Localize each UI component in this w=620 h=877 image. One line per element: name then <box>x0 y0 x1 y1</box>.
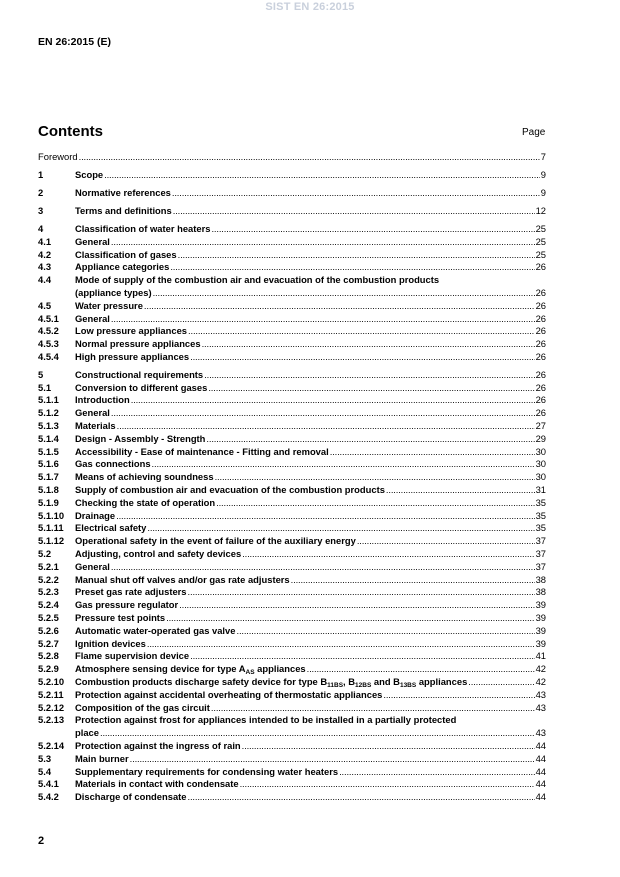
toc-entry-title: Means of achieving soundness <box>75 471 214 483</box>
toc-entry-number: 5.1.7 <box>38 471 59 483</box>
toc-dot-leader <box>116 510 534 523</box>
toc-dot-leader <box>172 187 540 200</box>
toc-entry-title: Pressure test points <box>75 612 166 624</box>
toc-entry-title: Protection against accidental overheating of thermostatic appliances <box>75 688 383 700</box>
toc-entry-page: 26 <box>535 299 546 311</box>
toc-dot-leader <box>104 169 540 182</box>
toc-entry-page: 37 <box>535 535 546 547</box>
page-column-label: Page <box>522 127 546 138</box>
toc-entry[interactable] <box>38 382 546 395</box>
toc-dot-leader <box>190 351 534 364</box>
toc-entry-page: 37 <box>535 560 546 572</box>
toc-entry-title: Gas connections <box>75 458 151 470</box>
toc-entry-page: 39 <box>535 637 546 649</box>
toc-entry-title: Automatic water-operated gas valve <box>75 624 236 636</box>
toc-entry-title: Main burner <box>75 752 129 764</box>
toc-dot-leader <box>131 394 535 407</box>
toc-dot-leader <box>166 612 534 625</box>
toc-entry-title: Materials <box>75 420 116 432</box>
toc-entry-page: 42 <box>535 676 546 688</box>
toc-entry-title: Flame supervision device <box>75 650 190 662</box>
toc-entry-number: 5.2.3 <box>38 586 59 598</box>
toc-entry[interactable] <box>38 261 546 274</box>
toc-entry[interactable] <box>38 313 546 326</box>
page-number: 2 <box>38 835 45 847</box>
toc-entry[interactable] <box>38 497 546 510</box>
toc-entry-title: Protection against the ingress of rain <box>75 740 241 751</box>
toc-entry-title: Conversion to different gases <box>75 381 208 393</box>
toc-entry-number: 5.4 <box>38 765 52 777</box>
toc-entry-page: 26 <box>535 394 546 406</box>
contents-title: Contents <box>38 123 103 140</box>
toc-entry[interactable] <box>38 535 546 548</box>
toc-entry-number: 2 <box>38 186 44 198</box>
toc-entry[interactable] <box>38 236 546 249</box>
toc-entry-page: 38 <box>535 586 546 598</box>
toc-dot-leader <box>153 287 535 300</box>
toc-entry-title: Supplementary requirements for condensing water heaters <box>75 765 339 777</box>
toc-entry[interactable] <box>38 702 546 715</box>
toc-dot-leader <box>188 586 535 599</box>
toc-entry-page: 41 <box>535 650 546 662</box>
toc-entry-number: 5.1.1 <box>38 394 59 406</box>
toc-entry[interactable] <box>38 778 546 791</box>
toc-entry-page: 9 <box>540 168 546 180</box>
toc-dot-leader <box>386 484 535 497</box>
toc-entry[interactable] <box>38 612 546 625</box>
toc-entry-title-continued: (appliance types) <box>75 286 152 298</box>
toc-entry[interactable] <box>38 223 546 236</box>
toc-entry-title: Normal pressure appliances <box>75 338 201 350</box>
toc-dot-leader <box>147 522 534 535</box>
toc-entry-number: 4 <box>38 222 44 234</box>
toc-dot-leader <box>100 727 535 740</box>
toc-dot-leader <box>111 236 535 249</box>
toc-entry-page: 43 <box>535 701 546 713</box>
toc-dot-leader <box>291 574 535 587</box>
toc-entry-page: 25 <box>535 222 546 234</box>
toc-entry-page: 30 <box>535 471 546 483</box>
toc-entry-number: 5.2.5 <box>38 612 59 624</box>
toc-entry-number: 5.2 <box>38 548 52 560</box>
toc-entry-number: 4.1 <box>38 235 52 247</box>
toc-entry-page: 39 <box>535 599 546 611</box>
toc-entry-page: 26 <box>535 368 546 380</box>
toc-entry-number: 5.1.12 <box>38 535 65 547</box>
toc-entry-number: 5.1.3 <box>38 420 59 432</box>
toc-dot-leader <box>204 369 534 382</box>
toc-entry[interactable] <box>38 676 546 689</box>
toc-entry[interactable] <box>38 766 546 779</box>
toc-entry-title: Classification of water heaters <box>75 222 211 234</box>
toc-entry-number: 5 <box>38 368 44 380</box>
toc-entry-page: 42 <box>535 663 546 675</box>
toc-entry-page: 26 <box>535 325 546 337</box>
table-of-contents <box>38 151 546 804</box>
toc-entry-page: 37 <box>535 548 546 560</box>
toc-entry-page: 26 <box>535 261 546 273</box>
toc-entry-title: General <box>75 407 110 419</box>
toc-entry-title: Gas pressure regulator <box>75 599 179 611</box>
toc-entry-title: Materials in contact with condensate <box>75 778 239 790</box>
toc-entry[interactable] <box>38 484 546 497</box>
toc-entry-page: 43 <box>535 727 546 739</box>
toc-entry-title: Foreword <box>38 151 78 162</box>
toc-entry-title: Supply of combustion air and evacuation of the combustion products <box>75 484 385 496</box>
toc-entry[interactable] <box>38 433 546 446</box>
toc-entry-title: Operational safety in the event of failure of the auxiliary energy <box>75 535 356 547</box>
toc-entry-title: Drainage <box>75 509 116 521</box>
toc-entry-page: 44 <box>535 740 546 751</box>
toc-dot-leader <box>330 446 535 459</box>
toc-entry-number: 4.5.4 <box>38 350 59 362</box>
toc-entry-title: Introduction <box>75 394 130 406</box>
toc-entry-title: Composition of the gas circuit <box>75 701 210 713</box>
toc-entry-number: 5.4.2 <box>38 791 59 803</box>
toc-entry[interactable] <box>38 369 546 382</box>
toc-entry-page: 35 <box>535 509 546 521</box>
toc-entry-number: 5.1.5 <box>38 445 59 457</box>
toc-entry[interactable] <box>38 249 546 262</box>
toc-entry-number: 4.5.1 <box>38 312 59 324</box>
toc-entry-title: Checking the state of operation <box>75 496 216 508</box>
toc-entry[interactable] <box>38 471 546 484</box>
toc-entry-title: Classification of gases <box>75 248 177 260</box>
toc-entry-title: Design - Assembly - Strength <box>75 432 206 444</box>
toc-entry-page: 35 <box>535 496 546 508</box>
toc-dot-leader <box>178 249 535 262</box>
toc-entry-page: 44 <box>535 791 546 803</box>
toc-entry-number: 5.2.6 <box>38 624 59 636</box>
toc-entry-title: Manual shut off valves and/or gas rate adjusters <box>75 573 290 585</box>
toc-entry[interactable] <box>38 407 546 420</box>
toc-entry-page: 38 <box>535 573 546 585</box>
toc-entry-title: Appliance categories <box>75 261 170 273</box>
toc-entry[interactable] <box>38 689 546 702</box>
toc-entry-number: 5.1.9 <box>38 496 59 508</box>
toc-entry-number: 5.2.9 <box>38 663 59 675</box>
toc-entry-page: 12 <box>535 204 546 216</box>
toc-entry-number: 4.3 <box>38 261 52 273</box>
toc-entry-page: 29 <box>535 432 546 444</box>
toc-entry[interactable] <box>38 274 546 287</box>
toc-entry-page: 26 <box>535 350 546 362</box>
toc-entry-title: Ignition devices <box>75 637 146 649</box>
toc-entry[interactable] <box>38 548 546 561</box>
toc-entry-page: 39 <box>535 624 546 636</box>
toc-entry-title: Preset gas rate adjusters <box>75 586 187 598</box>
toc-entry-title-continued: place <box>75 727 99 739</box>
toc-entry-page: 26 <box>535 381 546 393</box>
toc-entry-number: 5.2.7 <box>38 637 59 649</box>
toc-entry[interactable] <box>38 650 546 663</box>
toc-entry-number: 5.1.10 <box>38 509 65 521</box>
toc-entry[interactable] <box>38 740 546 753</box>
toc-dot-leader <box>111 561 535 574</box>
toc-entry-page: 43 <box>535 688 546 700</box>
toc-entry-number: 4.2 <box>38 248 52 260</box>
toc-dot-leader <box>208 382 534 395</box>
toc-entry-title: Protection against frost for appliances intended to be installed in a partially protected <box>75 714 457 726</box>
toc-entry-page: 26 <box>535 338 546 350</box>
toc-entry[interactable] <box>38 338 546 351</box>
toc-entry-number: 5.2.12 <box>38 701 65 713</box>
toc-entry[interactable] <box>38 714 546 727</box>
toc-entry[interactable] <box>38 599 546 612</box>
toc-entry-number: 5.1.8 <box>38 484 59 496</box>
toc-entry-number: 5.2.13 <box>38 714 65 726</box>
toc-entry[interactable] <box>38 638 546 651</box>
toc-entry-number: 1 <box>38 168 44 180</box>
toc-entry[interactable] <box>38 510 546 523</box>
toc-dot-leader <box>242 740 535 753</box>
toc-entry[interactable] <box>38 169 546 182</box>
toc-entry-number: 5.2.1 <box>38 560 59 572</box>
toc-entry-page: 26 <box>535 407 546 419</box>
toc-dot-leader <box>242 548 534 561</box>
toc-dot-leader <box>236 625 534 638</box>
toc-dot-leader <box>179 599 534 612</box>
toc-entry-page: 9 <box>540 186 546 198</box>
toc-entry[interactable] <box>38 394 546 407</box>
toc-entry-title: Normative references <box>75 186 171 198</box>
toc-entry-page: 31 <box>535 484 546 496</box>
toc-entry-title: Discharge of condensate <box>75 791 187 803</box>
toc-entry-title: Atmosphere sensing device for type $A_{AS}$ appliances <box>75 663 306 677</box>
toc-entry[interactable] <box>38 325 546 338</box>
toc-entry-number: 5.1.11 <box>38 522 64 534</box>
toc-dot-leader <box>111 407 535 420</box>
toc-entry-title: General <box>75 312 110 324</box>
toc-entry[interactable] <box>38 753 546 766</box>
toc-dot-leader <box>211 223 534 236</box>
toc-entry-page: 35 <box>535 522 546 534</box>
toc-entry[interactable] <box>38 205 546 218</box>
toc-entry-number: 5.2.4 <box>38 599 59 611</box>
toc-dot-leader <box>468 676 534 689</box>
watermark: SIST EN 26:2015 <box>265 1 355 13</box>
toc-entry-number: 5.2.10 <box>38 676 65 688</box>
toc-entry-number: 3 <box>38 204 44 216</box>
toc-entry-title: Adjusting, control and safety devices <box>75 548 242 560</box>
toc-dot-leader <box>144 300 535 313</box>
toc-entry-number: 5.1.6 <box>38 458 59 470</box>
toc-dot-leader <box>152 458 535 471</box>
toc-entry-page: 44 <box>535 778 546 790</box>
toc-entry-continuation[interactable] <box>38 727 546 740</box>
toc-dot-leader <box>111 313 535 326</box>
toc-entry-number: 5.2.11 <box>38 688 64 700</box>
toc-entry[interactable] <box>38 420 546 433</box>
toc-entry-page: 26 <box>535 286 546 298</box>
toc-entry-page: 30 <box>535 445 546 457</box>
toc-entry[interactable] <box>38 561 546 574</box>
toc-entry[interactable] <box>38 351 546 364</box>
toc-dot-leader <box>216 497 534 510</box>
toc-dot-leader <box>240 778 535 791</box>
toc-entry-number: 4.5.2 <box>38 325 59 337</box>
toc-entry-number: 5.1.2 <box>38 407 59 419</box>
toc-dot-leader <box>130 753 535 766</box>
toc-entry-title: Terms and definitions <box>75 204 172 216</box>
toc-entry-title: High pressure appliances <box>75 350 190 362</box>
toc-entry[interactable] <box>38 151 546 164</box>
toc-entry[interactable] <box>38 791 546 804</box>
toc-entry-title: Electrical safety <box>75 522 147 534</box>
toc-dot-leader <box>188 325 535 338</box>
toc-entry[interactable] <box>38 663 546 676</box>
toc-entry[interactable] <box>38 522 546 535</box>
toc-dot-leader <box>170 261 534 274</box>
toc-entry[interactable] <box>38 586 546 599</box>
toc-entry-number: 5.2.14 <box>38 740 65 751</box>
toc-entry-title: Mode of supply of the combustion air and evacuation of the combustion products <box>75 274 440 286</box>
toc-entry-number: 5.3 <box>38 752 52 764</box>
toc-entry-title: Accessibility - Ease of maintenance - Fitting and removal <box>75 445 329 457</box>
toc-dot-leader <box>206 433 534 446</box>
toc-entry-number: 5.4.1 <box>38 778 59 790</box>
toc-entry-number: 5.2.2 <box>38 573 59 585</box>
toc-dot-leader <box>357 535 535 548</box>
toc-entry-number: 4.5.3 <box>38 338 59 350</box>
toc-dot-leader <box>79 151 540 164</box>
toc-dot-leader <box>117 420 535 433</box>
toc-dot-leader <box>173 205 535 218</box>
toc-entry-number: 5.1 <box>38 381 52 393</box>
toc-entry-title: Scope <box>75 168 104 180</box>
toc-entry-title: Low pressure appliances <box>75 325 188 337</box>
toc-entry[interactable] <box>38 300 546 313</box>
toc-entry[interactable] <box>38 574 546 587</box>
toc-entry-page: 26 <box>535 312 546 324</box>
toc-entry[interactable] <box>38 187 546 200</box>
toc-entry-page: 25 <box>535 235 546 247</box>
toc-entry-page: 30 <box>535 458 546 470</box>
toc-entry-number: 4.5 <box>38 299 52 311</box>
toc-dot-leader <box>211 702 535 715</box>
toc-entry-title: Constructional requirements <box>75 368 204 380</box>
toc-entry-continuation[interactable] <box>38 287 546 300</box>
toc-entry-page: 27 <box>535 420 546 432</box>
toc-entry[interactable] <box>38 458 546 471</box>
toc-entry-title: General <box>75 560 110 572</box>
toc-entry-page: 25 <box>535 248 546 260</box>
toc-dot-leader <box>147 638 535 651</box>
toc-dot-leader <box>202 338 535 351</box>
toc-dot-leader <box>383 689 534 702</box>
toc-entry-page: 44 <box>535 752 546 764</box>
toc-entry-number: 4.4 <box>38 274 52 286</box>
toc-entry-number: 5.1.4 <box>38 432 59 444</box>
toc-entry-title: Water pressure <box>75 299 143 311</box>
toc-entry-title: Combustion products discharge safety device for type $B_{11BS}$, $B_{12BS}$ and $B_{13BS}$ appliances <box>75 676 468 690</box>
toc-entry[interactable] <box>38 625 546 638</box>
toc-dot-leader <box>339 766 534 779</box>
toc-dot-leader <box>307 663 535 676</box>
toc-entry-page: 39 <box>535 612 546 624</box>
document-header: EN 26:2015 (E) <box>38 36 111 48</box>
toc-entry-page: 7 <box>540 151 546 162</box>
toc-dot-leader <box>190 650 534 663</box>
toc-dot-leader <box>188 791 535 804</box>
toc-entry-page: 44 <box>535 765 546 777</box>
toc-entry-number: 5.2.8 <box>38 650 59 662</box>
toc-entry-title: General <box>75 235 110 247</box>
toc-dot-leader <box>215 471 535 484</box>
toc-entry[interactable] <box>38 446 546 459</box>
